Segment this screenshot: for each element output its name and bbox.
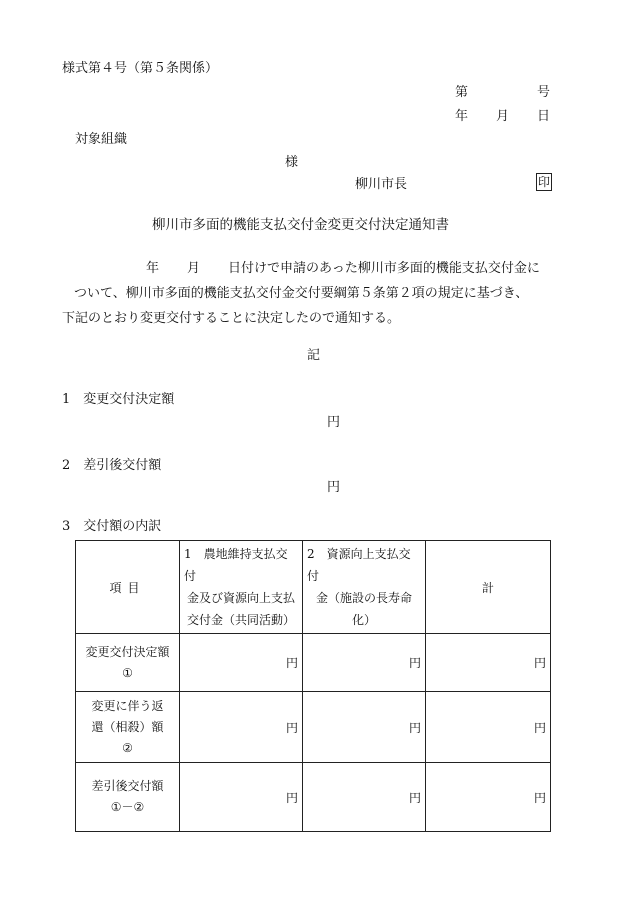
date-month: 月 [496,109,510,124]
section-2-label: 2 差引後交付額 [62,458,162,473]
section-3-label: 3 交付額の内訳 [62,519,162,534]
row-label: 変更交付決定額 ① [76,634,180,692]
body-line-1-rest: 日付けで申請のあった柳川市多面的機能支払交付金に [228,261,540,276]
doc-number-go: 号 [537,85,551,100]
form-number: 様式第４号（第５条関係） [62,61,219,76]
header-total: 計 [426,541,551,634]
cell-total: 円 [426,634,551,692]
body-line-1 [62,256,572,281]
header-col-2: 2 資源向上支払交付 金（施設の長寿命化） [303,541,426,634]
row-label: 変更に伴う返 還（相殺）額 ② [76,692,180,763]
body-line-2: ついて、柳川市多面的機能支払交付金交付要綱第５条第２項の規定に基づき、 [74,286,529,301]
document-title: 柳川市多面的機能支払交付金変更交付決定通知書 [152,217,449,233]
table-row [76,634,551,692]
body-month: 月 [187,261,201,276]
cell-col1: 円 [180,634,303,692]
sender-name: 柳川市長 [355,177,408,192]
date-year: 年 [455,109,469,124]
ki-label: 記 [307,348,321,363]
cell-total: 円 [426,692,551,763]
seal-stamp [536,176,552,189]
recipient-honorific: 様 [285,155,299,170]
section-1-unit: 円 [327,415,341,430]
recipient-organization: 対象組織 [75,132,128,147]
doc-number-dai: 第 [455,85,469,100]
row-label: 差引後交付額 ①－② [76,763,180,832]
body-year: 年 [146,261,160,276]
header-item: 項目 [76,541,180,634]
cell-total: 円 [426,763,551,832]
cell-col1: 円 [180,763,303,832]
section-1-label: 1 変更交付決定額 [62,392,175,407]
cell-col1: 円 [180,692,303,763]
body-text [62,256,572,331]
cell-col2: 円 [303,634,426,692]
table-row [76,692,551,763]
table-row [76,763,551,832]
body-line-3: 下記のとおり変更交付することに決定したので通知する。 [62,311,401,326]
cell-col2: 円 [303,692,426,763]
header-col-1: 1 農地維持支払交付 金及び資源向上支払 交付金（共同活動） [180,541,303,634]
breakdown-table [75,540,551,832]
section-2-unit: 円 [327,480,341,495]
table-header-row [76,541,551,634]
cell-col2: 円 [303,763,426,832]
seal-text: 印 [538,175,551,189]
date-day: 日 [537,109,551,124]
